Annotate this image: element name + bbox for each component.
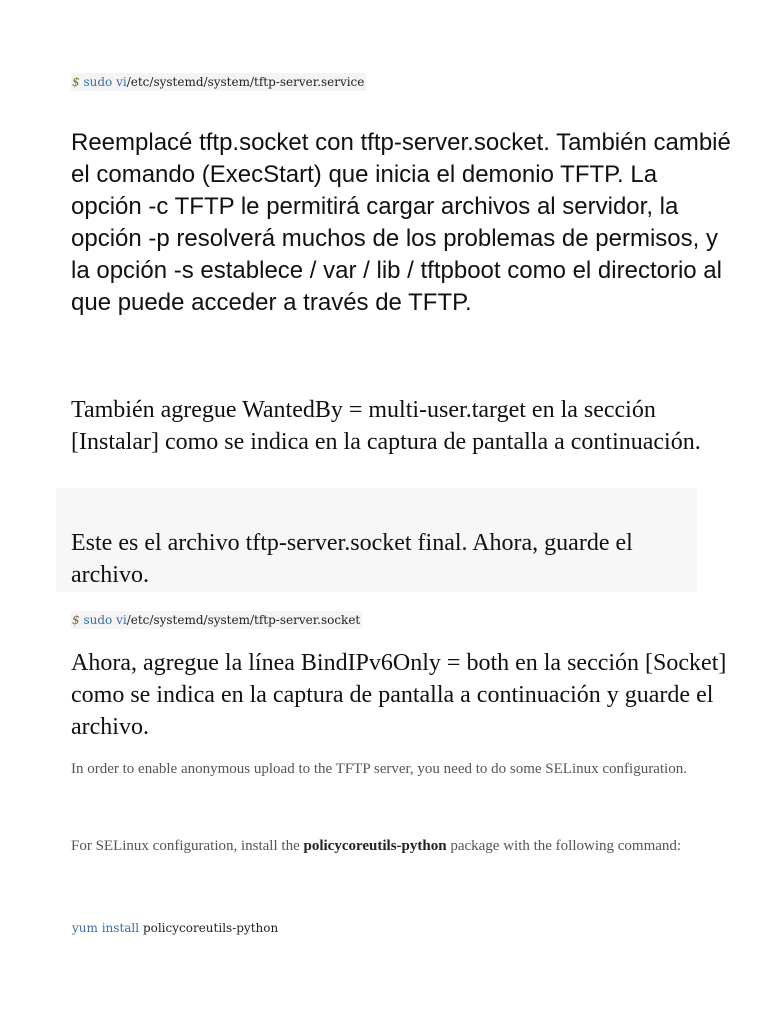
vi-keyword: vi <box>116 75 127 89</box>
shell-prompt: $ <box>72 75 80 89</box>
selinux-intro-paragraph: In order to enable anonymous upload to the TFTP server, you need to do some SELinux configuration. <box>71 761 687 777</box>
vi-keyword: vi <box>116 613 127 627</box>
package-name-bold: policycoreutils-python <box>303 838 447 854</box>
command-yum-install <box>71 919 280 937</box>
command-edit-socket <box>71 611 362 629</box>
sudo-keyword: sudo <box>83 613 113 627</box>
final-socket-paragraph: Este es el archivo tftp-server.socket final. Ahora, guarde el archivo. <box>71 530 633 588</box>
service-file-path: /etc/systemd/system/tftp-server.service <box>126 75 365 89</box>
yum-keyword: yum <box>72 921 98 935</box>
socket-file-path: /etc/systemd/system/tftp-server.socket <box>126 613 361 627</box>
install-package-name: policycoreutils-python <box>142 921 279 935</box>
sudo-keyword: sudo <box>83 75 113 89</box>
wantedby-paragraph: También agregue WantedBy = multi-user.target en la sección [Instalar] como se indica en la captura de pantalla a continuación. <box>71 397 701 455</box>
bindipv6-paragraph: Ahora, agregue la línea BindIPv6Only = both en la sección [Socket] como se indica en la captura de pantalla a continuación y guarde el archivo. <box>71 650 727 740</box>
command-edit-service <box>71 73 366 91</box>
install-keyword: install <box>101 921 140 935</box>
service-explanation-paragraph: Reemplacé tftp.socket con tftp-server.socket. También cambié el comando (ExecStart) que inicia el demonio TFTP. La opción -c TFTP le permitirá cargar archivos al servidor, la opción -p resolverá muchos de los problemas de permisos, y la opción -s establece / var / lib / tftpboot como el directorio al que puede acceder a través de TFTP. <box>71 129 731 316</box>
selinux-install-paragraph <box>71 834 731 858</box>
selinux-install-text-post: package with the following command: <box>446 838 682 854</box>
selinux-install-text-pre: For SELinux configuration, install the <box>71 838 304 854</box>
shell-prompt: $ <box>72 613 80 627</box>
